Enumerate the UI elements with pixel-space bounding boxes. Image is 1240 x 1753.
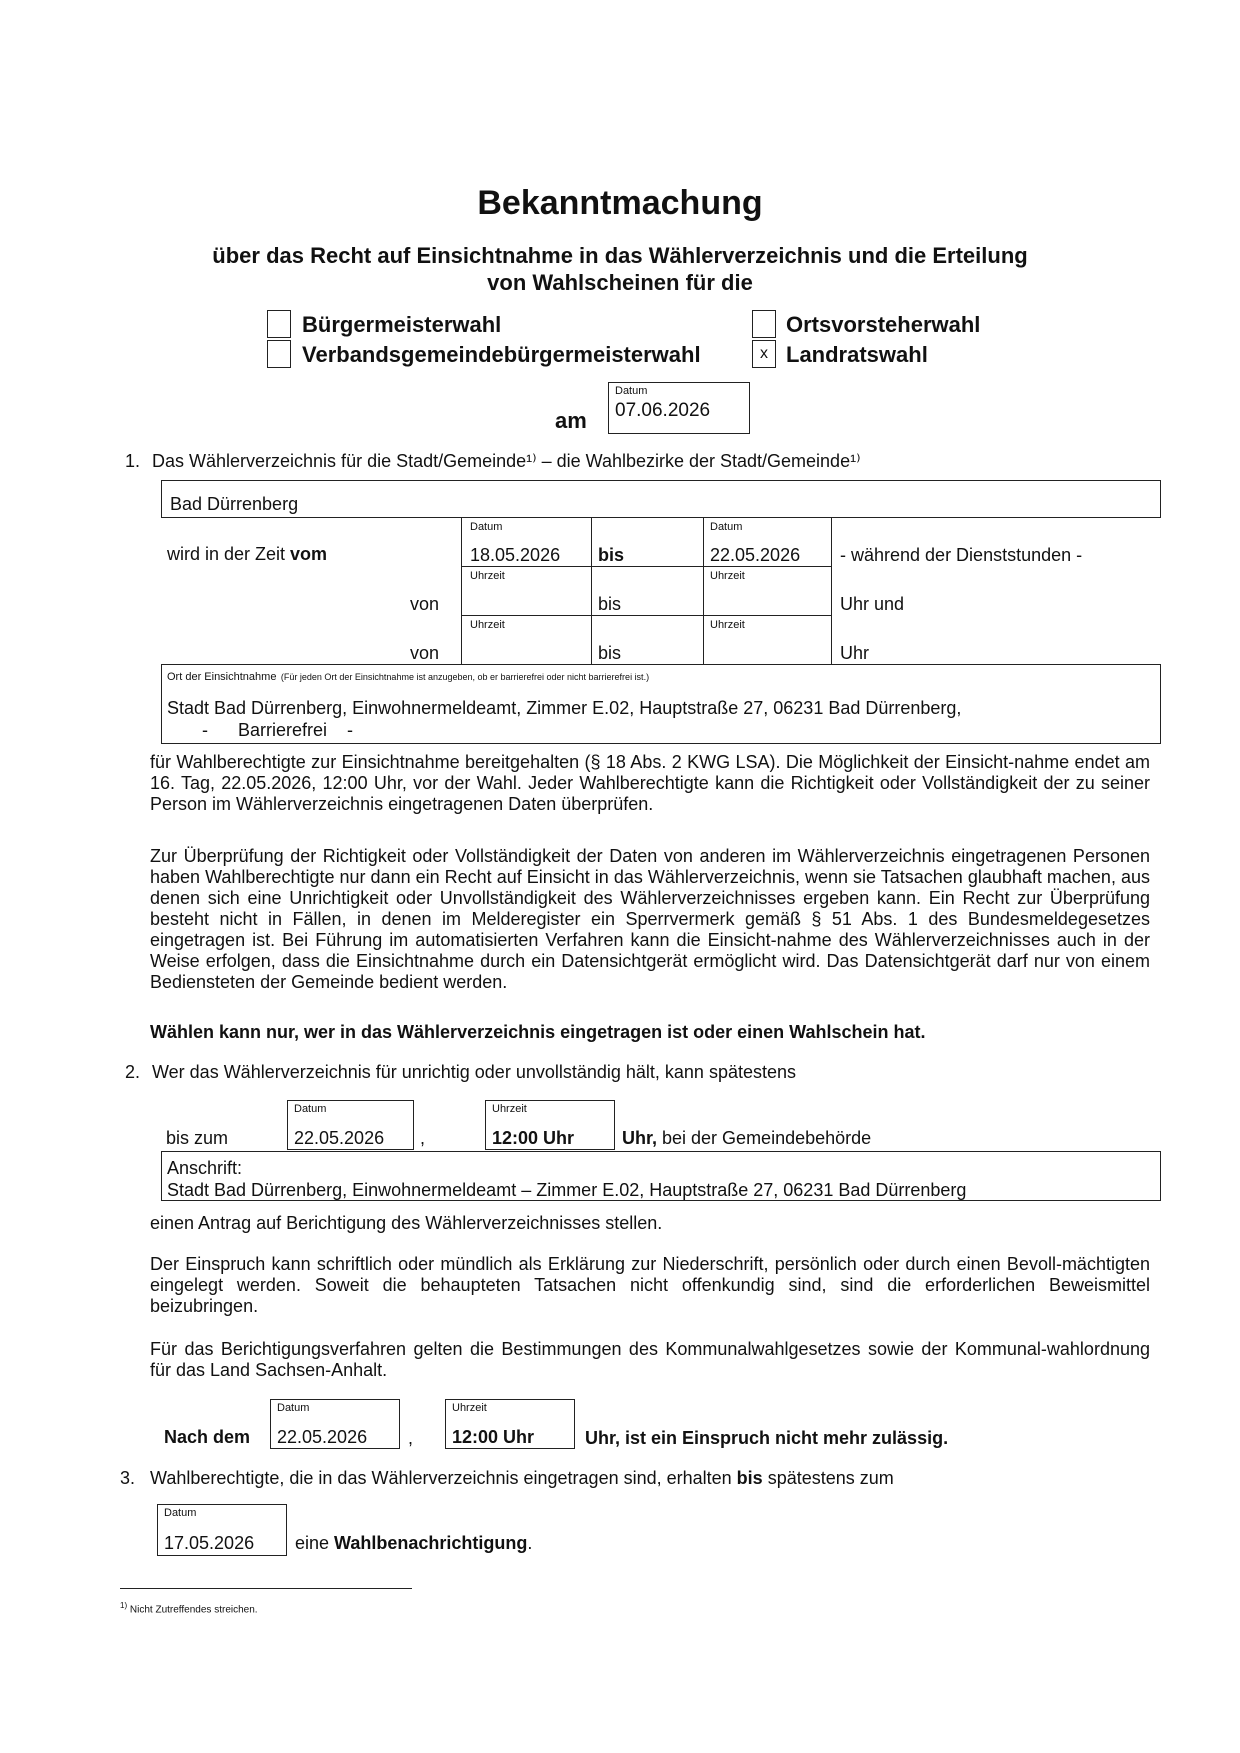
footnote-divider bbox=[120, 1588, 412, 1589]
section-3-suffix bbox=[295, 1533, 532, 1554]
election-date-value: 07.06.2026 bbox=[615, 400, 711, 421]
time-row1-from-label: Uhrzeit bbox=[470, 570, 505, 582]
address-label: Anschrift: bbox=[167, 1158, 243, 1178]
section-3-suffix-pre: eine bbox=[295, 1533, 335, 1553]
section-3-suffix-bold: Wahlbenachrichtigung bbox=[334, 1533, 528, 1553]
section-3-intro-post: spätestens zum bbox=[762, 1468, 894, 1488]
footnote-text: Nicht Zutreffendes streichen. bbox=[129, 1604, 258, 1616]
section-2-intro: Wer das Wählerverzeichnis für unrichtig oder unvollständig hält, kann spätestens bbox=[152, 1062, 797, 1082]
section-3-suffix-post: . bbox=[527, 1533, 533, 1553]
election-date-box[interactable] bbox=[608, 382, 750, 434]
deadline-date-box[interactable] bbox=[270, 1399, 400, 1449]
section-2-bis-zum: bis zum bbox=[166, 1128, 229, 1148]
label-buergermeisterwahl: Bürgermeisterwahl bbox=[302, 312, 502, 337]
period-bis-1: bis bbox=[598, 545, 625, 565]
municipality-box[interactable] bbox=[161, 480, 1161, 518]
section-3-number: 3. bbox=[120, 1468, 136, 1488]
deadline-comma: , bbox=[408, 1428, 414, 1448]
municipality-value: Bad Dürrenberg bbox=[170, 494, 299, 514]
section-2-date-label: Datum bbox=[294, 1103, 327, 1115]
section-2-after-address: einen Antrag auf Berichtigung des Wählerverzeichnisses stellen. bbox=[150, 1213, 663, 1233]
label-landratswahl: Landratswahl bbox=[786, 342, 928, 367]
label-verbandsgemeindebuergermeisterwahl: Verbandsgemeindebürgermeisterwahl bbox=[302, 342, 701, 367]
location-label: Ort der Einsichtnahme bbox=[167, 671, 277, 683]
period-prefix: wird in der Zeit bbox=[167, 544, 291, 564]
section-3-intro-pre: Wahlberechtigte, die in das Wählerverzeichnis eingetragen sind, erhalten bbox=[150, 1468, 737, 1488]
deadline-text: Uhr, ist ein Einspruch nicht mehr zulässig. bbox=[585, 1428, 949, 1448]
date-to-value: 22.05.2026 bbox=[710, 545, 801, 565]
office-hours-text: - während der Dienststunden - bbox=[840, 545, 1083, 565]
deadline-time-value: 12:00 Uhr bbox=[452, 1427, 535, 1447]
label-ortsvorsteherwahl: Ortsvorsteherwahl bbox=[786, 312, 981, 337]
section-1-intro: Das Wählerverzeichnis für die Stadt/Gemeinde¹⁾ – die Wahlbezirke der Stadt/Gemeinde¹⁾ bbox=[152, 451, 861, 471]
section-2-time-value: 12:00 Uhr bbox=[492, 1128, 575, 1148]
period-text bbox=[167, 544, 327, 565]
section-2-suffix-bold: Uhr, bbox=[622, 1128, 658, 1148]
date-to-label: Datum bbox=[710, 521, 743, 533]
time-row2-to-label: Uhrzeit bbox=[710, 619, 745, 631]
section-2-date-box[interactable] bbox=[287, 1100, 414, 1150]
section-1-paragraph-2: Zur Überprüfung der Richtigkeit oder Vollständigkeit der Daten von anderen im Wählerverzeichnis eingetragenen Personen haben Wahlberechtigte nur dann ein Recht auf Einsicht in das Wählerverzeichnis, wenn sie Tatsachen glaubhaft machen, aus denen sich eine Unrichtigkeit oder Unvollständigkeit des Wählerverzeichnisses ergeben kann. Ein Recht zur Überprüfung besteht nicht in Fällen, in denen im Melderegister ein Sperrvermerk gemäß § 51 Abs. 1 des Bundesmeldegesetzes eingetragen ist. Bei Führung im automatisierten Verfahren kann die Einsicht-nahme des Wählerverzeichnisses auch in der Weise erfolgen, dass die Einsichtnahme durch ein Datensichtgerät ermöglicht wird. Das Datensichtgerät darf nur von einem Bediensteten der Gemeinde bedient werden. bbox=[150, 846, 1150, 992]
checkbox-verbandsgemeindebuergermeisterwahl[interactable] bbox=[267, 340, 291, 368]
location-line-2: - Barrierefrei - bbox=[202, 720, 354, 740]
section-1-emphasis: Wählen kann nur, wer in das Wählerverzeichnis eingetragen ist oder einen Wahlschein hat. bbox=[150, 1022, 926, 1042]
time-row1-von: von bbox=[410, 594, 440, 614]
section-2-comma: , bbox=[420, 1128, 426, 1148]
time-row1-uhr-und: Uhr und bbox=[840, 594, 905, 614]
location-box[interactable] bbox=[161, 664, 1161, 744]
address-value: Stadt Bad Dürrenberg, Einwohnermeldeamt – Zimmer E.02, Hauptstraße 27, 06231 Bad Dürrenberg bbox=[167, 1180, 967, 1200]
checkbox-buergermeisterwahl[interactable] bbox=[267, 310, 291, 338]
time-row2-von: von bbox=[410, 643, 440, 663]
footnote bbox=[120, 1600, 258, 1616]
nach-dem-label: Nach dem bbox=[164, 1427, 251, 1447]
section-3-intro-bold: bis bbox=[736, 1468, 763, 1488]
time-row2-bis: bis bbox=[598, 643, 622, 663]
time-row1-bis: bis bbox=[598, 594, 622, 614]
section-2-suffix bbox=[622, 1128, 871, 1149]
time-row2-uhr: Uhr bbox=[840, 643, 870, 663]
section-2-paragraph-2: Für das Berichtigungsverfahren gelten die Bestimmungen des Kommunalwahlgesetzes sowie der Kommunal-wahlordnung für das Land Sachsen-Anhalt. bbox=[150, 1339, 1150, 1380]
section-2-suffix-text: bei der Gemeindebehörde bbox=[657, 1128, 872, 1148]
checkbox-ortsvorsteherwahl[interactable] bbox=[752, 310, 776, 338]
section-2-time-box[interactable] bbox=[485, 1100, 615, 1150]
location-note: (Für jeden Ort der Einsichtnahme ist anzugeben, ob er barrierefrei oder nicht barrierefrei ist.) bbox=[280, 672, 650, 682]
address-box[interactable] bbox=[161, 1151, 1161, 1201]
election-date-prefix: am bbox=[555, 408, 587, 433]
section-2-time-label: Uhrzeit bbox=[492, 1103, 527, 1115]
section-3-intro bbox=[150, 1468, 894, 1489]
subtitle-line-2: von Wahlscheinen für die bbox=[487, 270, 753, 295]
section-2-date-value: 22.05.2026 bbox=[294, 1128, 385, 1148]
election-date-label: Datum bbox=[615, 385, 648, 397]
deadline-time-label: Uhrzeit bbox=[452, 1402, 487, 1414]
section-2-number: 2. bbox=[125, 1062, 141, 1082]
checkbox-landratswahl[interactable]: x bbox=[752, 340, 776, 368]
footnote-marker: 1) bbox=[120, 1601, 128, 1610]
section-3-date-value: 17.05.2026 bbox=[164, 1533, 255, 1553]
time-row1-to-label: Uhrzeit bbox=[710, 570, 745, 582]
page-title: Bekanntmachung bbox=[477, 184, 763, 222]
section-3-date-label: Datum bbox=[164, 1507, 197, 1519]
deadline-date-label: Datum bbox=[277, 1402, 310, 1414]
date-from-value: 18.05.2026 bbox=[470, 545, 561, 565]
section-1-number: 1. bbox=[125, 451, 141, 471]
deadline-time-box[interactable] bbox=[445, 1399, 575, 1449]
section-3-date-box[interactable] bbox=[157, 1504, 287, 1556]
deadline-date-value: 22.05.2026 bbox=[277, 1427, 368, 1447]
period-vom: vom bbox=[290, 544, 328, 564]
time-row2-from-label: Uhrzeit bbox=[470, 619, 505, 631]
section-2-paragraph-1: Der Einspruch kann schriftlich oder mündlich als Erklärung zur Niederschrift, persönlich oder durch einen Bevoll-mächtigten eingelegt werden. Soweit die behaupteten Tatsachen nicht offenkundig sind, sind die erforderlichen Beweismittel beizubringen. bbox=[150, 1254, 1150, 1316]
section-1-paragraph-1: für Wahlberechtigte zur Einsichtnahme bereitgehalten (§ 18 Abs. 2 KWG LSA). Die Möglichkeit der Einsicht-nahme endet am 16. Tag, 22.05.2026, 12:00 Uhr, vor der Wahl. Jeder Wahlberechtigte kann die Richtigkeit oder Vollständigkeit der zu seiner Person im Wählerverzeichnis eingetragenen Daten überprüfen. bbox=[150, 752, 1150, 814]
location-line-1: Stadt Bad Dürrenberg, Einwohnermeldeamt, Zimmer E.02, Hauptstraße 27, 06231 Bad Dürrenberg, bbox=[167, 698, 962, 718]
subtitle-line-1: über das Recht auf Einsichtnahme in das Wählerverzeichnis und die Erteilung bbox=[212, 243, 1028, 268]
date-from-label: Datum bbox=[470, 521, 503, 533]
